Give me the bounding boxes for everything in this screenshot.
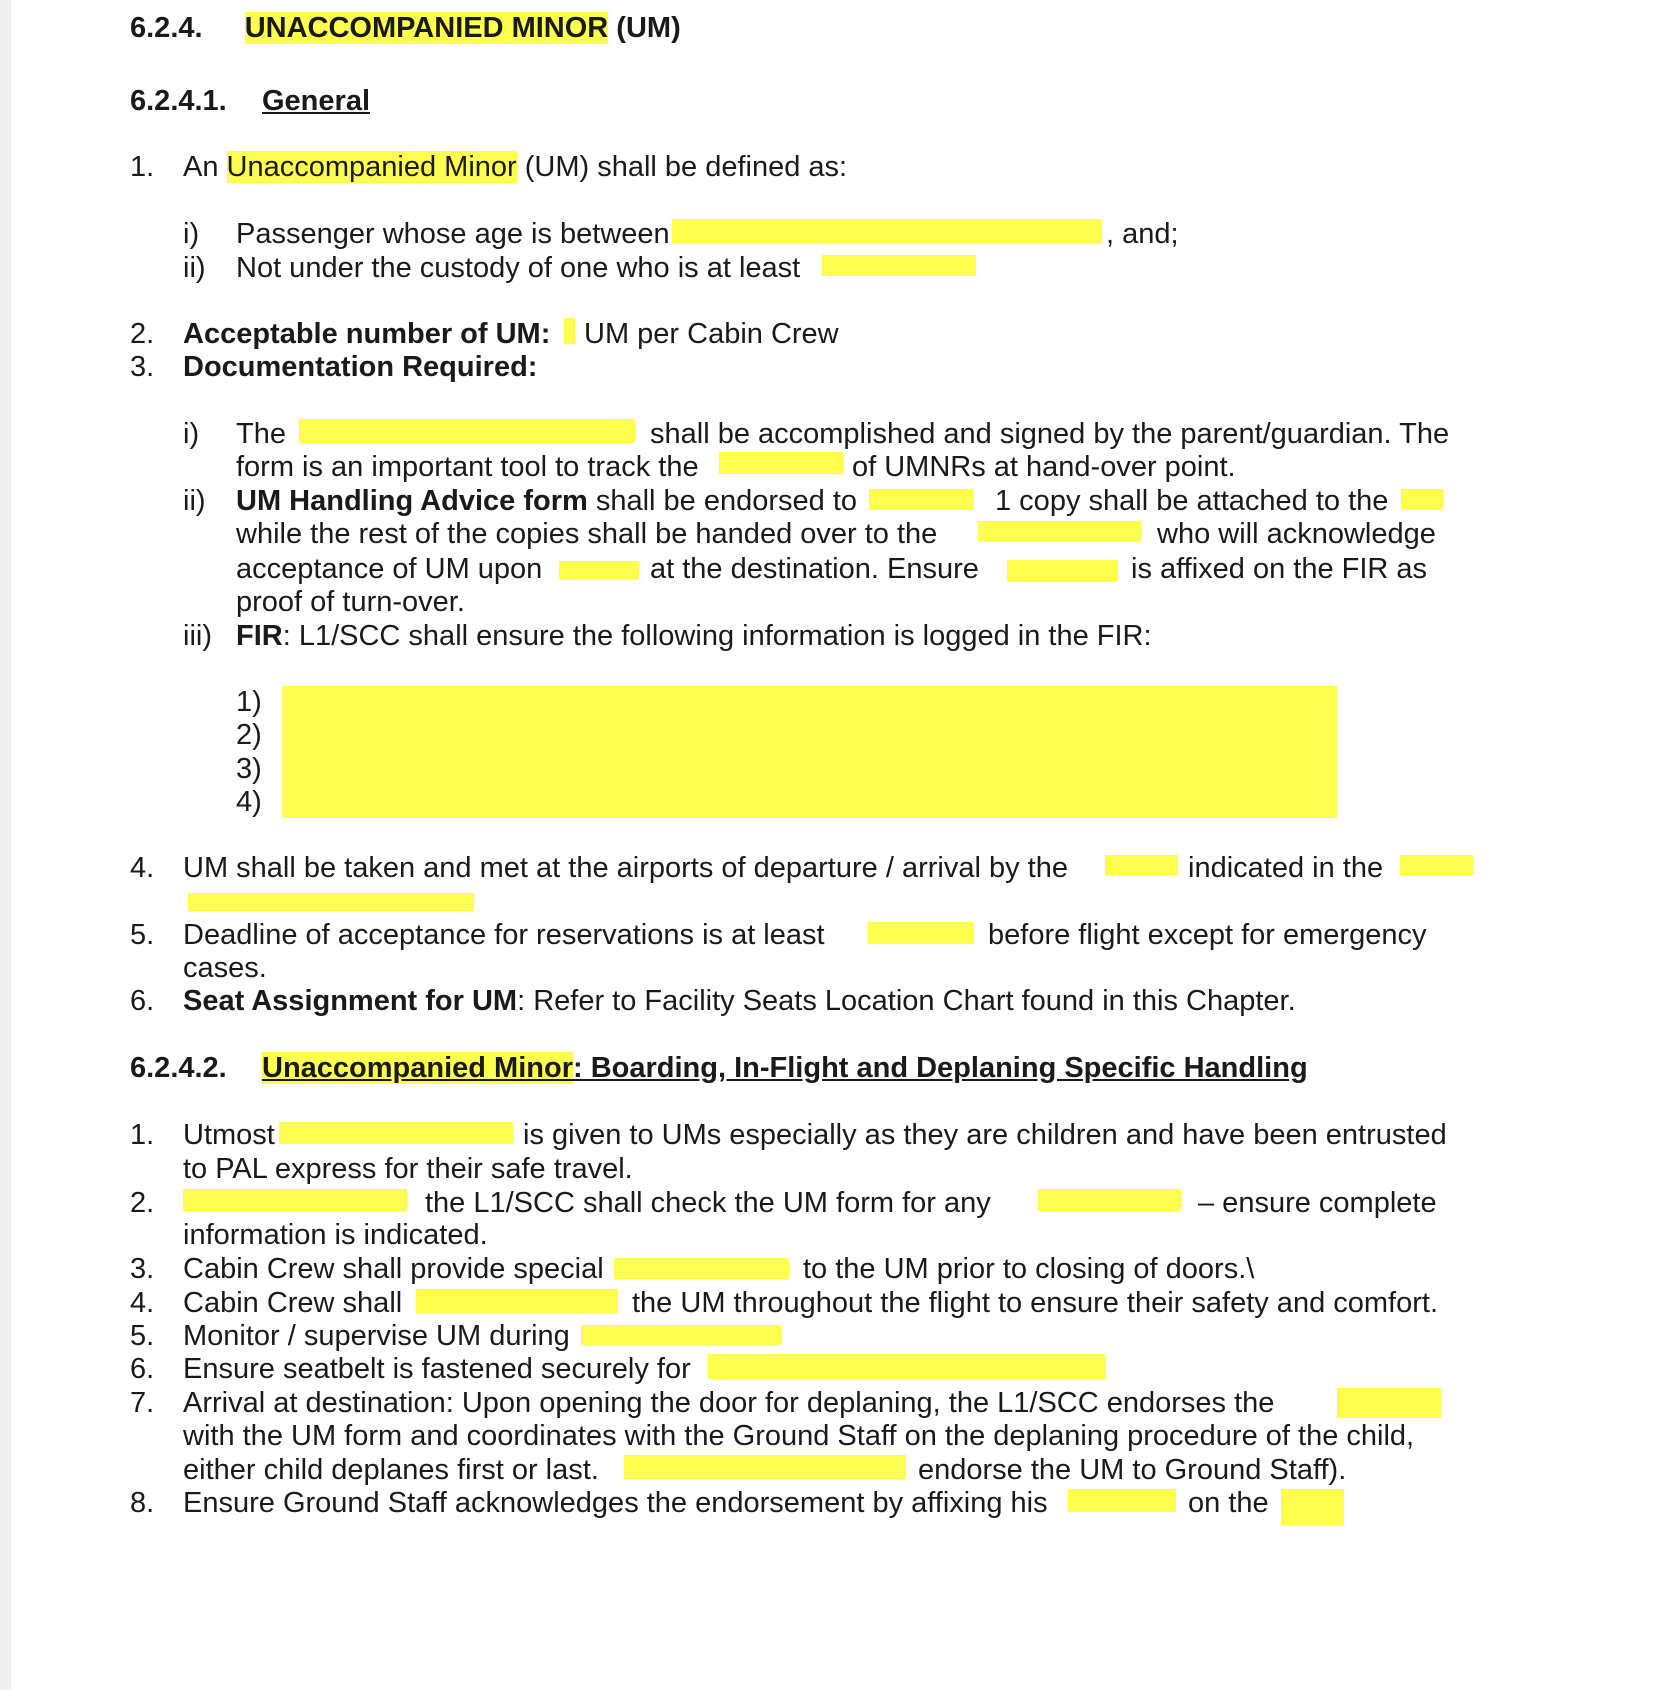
definition-highlight: Unaccompanied Minor: [226, 151, 517, 183]
redaction-block: [1400, 855, 1473, 875]
list-number: 3.: [130, 1253, 155, 1285]
fir-text: : L1/SCC shall ensure the following information is logged in the FIR:: [282, 620, 1152, 652]
redaction-block: [1337, 1388, 1441, 1418]
item-text: Cabin Crew shall: [183, 1287, 403, 1319]
item-text: the L1/SCC shall check the UM form for any: [425, 1187, 991, 1219]
item-text: to PAL express for their safe travel.: [183, 1153, 633, 1185]
fir-item-number: 4): [236, 786, 262, 818]
section-heading: [130, 10, 681, 46]
item-text: Ensure Ground Staff acknowledges the endorsement by affixing his: [183, 1487, 1048, 1519]
item-text: Cabin Crew shall provide special: [183, 1253, 604, 1285]
documentation-label: Documentation Required:: [183, 351, 538, 383]
item-text: before flight except for emergency: [988, 919, 1427, 951]
definition-prefix: An: [183, 151, 227, 183]
list-number: 2.: [130, 318, 155, 350]
redaction-block: [188, 893, 474, 911]
subsection-title-suffix: : Boarding, In-Flight and Deplaning Specific Handling: [573, 1052, 1308, 1084]
item-text: Monitor / supervise UM during: [183, 1320, 570, 1352]
list-number: 5.: [130, 919, 155, 951]
item-text: Utmost: [183, 1119, 275, 1151]
form-name: UM Handling Advice form: [236, 485, 588, 517]
item-text: is given to UMs especially as they are children and have been entrusted: [523, 1119, 1447, 1151]
redaction-block: [614, 1258, 789, 1279]
item-text: information is indicated.: [183, 1219, 488, 1251]
doc-text: of UMNRs at hand-over point.: [852, 451, 1236, 483]
list-number: ii): [183, 485, 206, 517]
item-text: indicated in the: [1188, 852, 1384, 884]
redaction-block: [581, 1325, 781, 1345]
doc-text: at the destination. Ensure: [650, 553, 979, 585]
redaction-block: [708, 1354, 1106, 1379]
item-text: with the UM form and coordinates with the Ground Staff on the deplaning procedure of the child,: [183, 1420, 1415, 1452]
redaction-block: [299, 419, 635, 443]
fir-line: [236, 618, 1152, 654]
list-number: 5.: [130, 1320, 155, 1352]
redaction-block: [1068, 1489, 1176, 1512]
page-left-edge: [0, 0, 11, 1690]
seat-assignment-text: : Refer to Facility Seats Location Chart found in this Chapter.: [517, 985, 1296, 1017]
redaction-block: [564, 318, 575, 344]
custody-text: Not under the custody of one who is at least: [236, 252, 801, 284]
fir-item-number: 1): [236, 686, 262, 718]
list-number: iii): [183, 620, 212, 652]
list-number: 2.: [130, 1187, 155, 1219]
item-text: – ensure complete: [1198, 1187, 1437, 1219]
item-text: endorse the UM to Ground Staff).: [918, 1454, 1347, 1486]
redaction-block: [868, 922, 974, 944]
doc-text: [236, 483, 857, 519]
list-number: ii): [183, 252, 206, 284]
redaction-block: [822, 255, 976, 276]
redaction-block: [416, 1289, 618, 1313]
doc-text: while the rest of the copies shall be handed over to the: [236, 518, 938, 550]
item-text: the UM throughout the flight to ensure their safety and comfort.: [632, 1287, 1438, 1319]
list-number: 4.: [130, 1287, 155, 1319]
doc-text: shall be accomplished and signed by the parent/guardian. The: [650, 418, 1450, 450]
item-text: Arrival at destination: Upon opening the door for deplaning, the L1/SCC endorses the: [183, 1387, 1275, 1419]
item-text: to the UM prior to closing of doors.\: [803, 1253, 1255, 1285]
redaction-block: [183, 1189, 407, 1211]
subsection-number: 6.2.4.2.: [130, 1052, 227, 1084]
list-number: 8.: [130, 1487, 155, 1519]
list-number: 6.: [130, 985, 155, 1017]
redaction-block: [1007, 560, 1118, 582]
age-range-text: Passenger whose age is between: [236, 218, 670, 250]
section-title-suffix: (UM): [608, 12, 681, 44]
item-text: Deadline of acceptance for reservations is at least: [183, 919, 825, 951]
redaction-block: [672, 219, 1102, 243]
redaction-block: [559, 561, 639, 579]
redaction-block: [869, 489, 973, 510]
list-number: i): [183, 418, 200, 450]
acceptable-number-label: Acceptable number of UM:: [183, 318, 551, 350]
redaction-block: [624, 1455, 906, 1479]
doc-text: form is an important tool to track the: [236, 451, 699, 483]
list-number: i): [183, 218, 200, 250]
doc-text: acceptance of UM upon: [236, 553, 543, 585]
list-number: 4.: [130, 852, 155, 884]
list-number: 7.: [130, 1387, 155, 1419]
item-text: cases.: [183, 952, 267, 984]
doc-text-part: shall be endorsed to: [587, 485, 858, 517]
redaction-block: [719, 452, 843, 474]
item-text: either child deplanes first or last.: [183, 1454, 599, 1486]
item-text: on the: [1188, 1487, 1269, 1519]
acceptable-number-text: UM per Cabin Crew: [584, 318, 839, 350]
fir-item-number: 2): [236, 719, 262, 751]
doc-text: The: [236, 418, 286, 450]
doc-text: who will acknowledge: [1157, 518, 1436, 550]
list-number: 6.: [130, 1353, 155, 1385]
list-number: 3.: [130, 351, 155, 383]
doc-text: is affixed on the FIR as: [1131, 553, 1428, 585]
redaction-block: [279, 1122, 513, 1144]
subsection-title-highlight: Unaccompanied Minor: [262, 1052, 573, 1084]
redaction-block: [1105, 855, 1178, 875]
section-number: 6.2.4.: [130, 12, 203, 44]
seat-assignment-line: [183, 983, 1296, 1019]
subsection-number: 6.2.4.1.: [130, 85, 227, 117]
redaction-block: [978, 521, 1141, 542]
redaction-block: [1038, 1189, 1181, 1211]
redaction-block: [1281, 1489, 1344, 1525]
doc-text: 1 copy shall be attached to the: [995, 485, 1389, 517]
list-number: 1.: [130, 1119, 155, 1151]
age-range-tail: , and;: [1106, 218, 1179, 250]
redaction-block: [1401, 489, 1443, 510]
doc-text: proof of turn-over.: [236, 586, 465, 618]
item-text: Ensure seatbelt is fastened securely for: [183, 1353, 691, 1385]
redaction-block: [282, 686, 1337, 818]
subsection-title: [262, 1050, 1308, 1086]
fir-label: FIR: [236, 620, 283, 652]
definition-line: [183, 149, 847, 185]
fir-item-number: 3): [236, 753, 262, 785]
list-number: 1.: [130, 151, 155, 183]
seat-assignment-label: Seat Assignment for UM: [183, 985, 518, 1017]
subsection-title: General: [262, 85, 370, 117]
definition-suffix: (UM) shall be defined as:: [516, 151, 848, 183]
section-title-highlight: UNACCOMPANIED MINOR: [244, 12, 609, 44]
item-text: UM shall be taken and met at the airports of departure / arrival by the: [183, 852, 1068, 884]
